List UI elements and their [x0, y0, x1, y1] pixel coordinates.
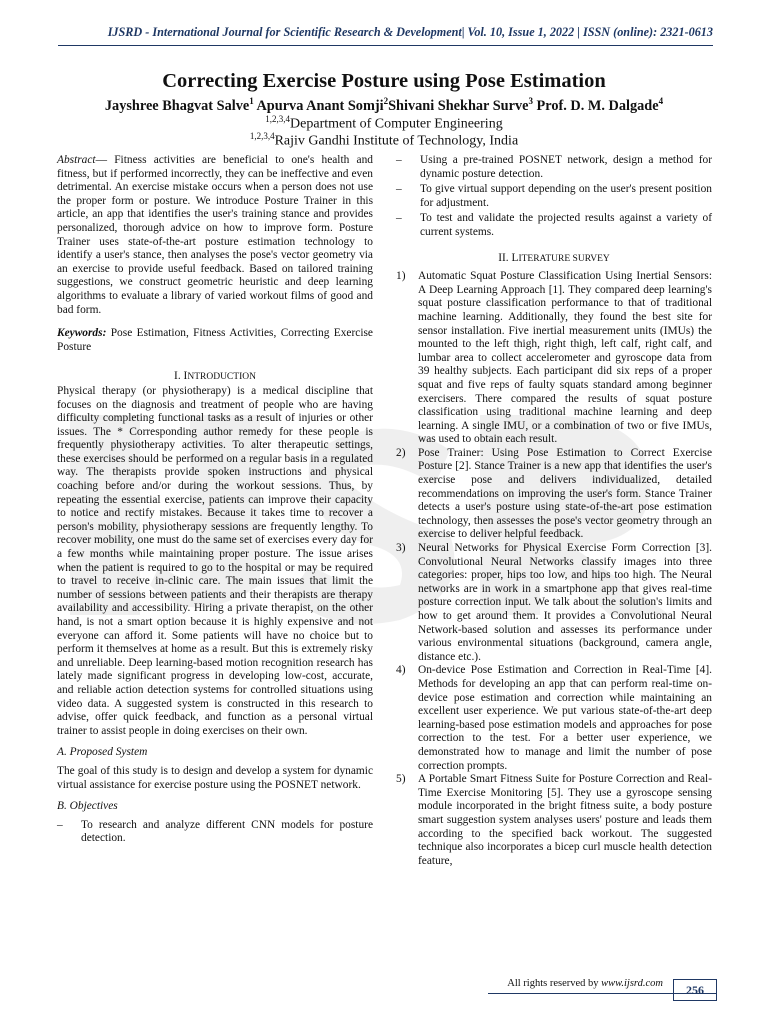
section-rest: NTRODUCTION	[187, 372, 256, 383]
abstract-label: Abstract	[57, 154, 96, 166]
bullet-dash: –	[396, 154, 402, 166]
bullet-dash: –	[396, 212, 402, 225]
section-number: II.	[498, 251, 512, 264]
objective-item	[396, 212, 712, 239]
footer-rights	[420, 978, 663, 989]
author-name: Prof. D. M. Dalgade	[536, 97, 659, 114]
footer-site-link[interactable]: www.ijsrd.com	[601, 978, 663, 989]
abstract-dash: —	[95, 154, 107, 166]
objective-text: To research and analyze different CNN models for posture detection.	[81, 818, 373, 845]
affiliation-text: Department of Computer Engineering	[290, 116, 503, 132]
objective-item	[396, 183, 712, 210]
affiliation-sup: 1,2,3,4	[265, 114, 291, 124]
journal-header: IJSRD - International Journal for Scientific Research & Development| Vol. 10, Issue 1, 2022 | ISSN (online): 2321-0613	[107, 25, 713, 39]
subsection-heading-proposed-system: A. Proposed System	[57, 746, 148, 759]
affiliation-institute	[0, 131, 768, 150]
author-name: Apurva Anant Somji	[256, 97, 384, 114]
affiliation-department	[0, 114, 768, 133]
literature-text: Neural Networks for Physical Exercise Form Correction [3]. Convolutional Neural Networks classify images into three categories: proper, hips too low, and hips too high. The Neural networks are in work in a smartphone app that gives real-time posture correction input. We talk about the solution's limits and how to get around them. It provides a Convolutional Neural Network-based solution and assesses its performance under various environmental situations (background, camera angle, distance etc.).	[418, 542, 712, 663]
section-heading-introduction	[57, 370, 373, 385]
literature-item	[396, 664, 712, 773]
literature-item	[396, 447, 712, 542]
author-list	[0, 96, 768, 115]
item-number: 5)	[396, 773, 406, 786]
keywords-text: Pose Estimation, Fitness Activities, Correcting Exercise Posture	[57, 327, 373, 353]
subsection-heading-objectives: B. Objectives	[57, 800, 118, 813]
objective-text: To test and validate the projected results against a variety of current systems.	[420, 212, 712, 238]
section-first-letter: L	[511, 251, 519, 264]
literature-text: On-device Pose Estimation and Correction in Real-Time [4]. Methods for developing an app that can perform real-time on-device pose estimation and correction while maintaining an excellent user experience. We put various state-of-the-art deep learning-based pose estimation models and approaches for pose correction to the test. For a better user experience, we demonstrated how to manage and limit the number of pose correction prompts.	[418, 664, 712, 772]
section-heading-literature-survey	[396, 252, 712, 267]
proposed-system-paragraph: The goal of this study is to design and develop a system for dynamic virtual assistance for exercise posture using the POSNET network.	[57, 764, 373, 791]
author-sup: 4	[658, 96, 664, 106]
section-first-letter: I	[183, 370, 188, 383]
item-number: 1)	[396, 270, 406, 283]
paper-title: Correcting Exercise Posture using Pose Estimation	[162, 70, 606, 92]
author-sup: 2	[383, 96, 389, 106]
item-number: 2)	[396, 446, 406, 459]
objective-item	[396, 154, 712, 181]
right-column	[396, 154, 712, 868]
left-column	[57, 154, 373, 848]
section-rest: ITERATURE SURVEY	[518, 253, 610, 264]
author-name: Jayshree Bhagvat Salve	[104, 97, 250, 114]
item-number: 4)	[396, 664, 406, 677]
page-number: 256	[673, 979, 717, 1001]
section-number: I.	[174, 370, 184, 383]
literature-item	[396, 773, 712, 868]
introduction-paragraph: Physical therapy (or physiotherapy) is a medical discipline that focuses on the diagnosis and treatment of people who are having difficulty completing functional tasks as a result of injuries or other issues. The * Corresponding author remedy for these people is frequently physiotherapy activities. To alter therapeutic settings, these exercises should be performed on a regular basis in a regulated way. The therapists provide spoken instructions and physical coaching before and/or during the workout sessions. Thus, by repeating the essential exercise, patients can improve their capacity to notice and rectify mistakes. Because it takes time to recover a person's mobility, physiotherapy sessions are frequently lengthy. To recover mobility, one must do the same set of exercises every day for a few months while maintaining proper posture. The issue arises when the patient is required to go to the hospital or may be required to travel to receive in-clinic care. The main issues that limit the number of sessions between patients and their therapists are therapy availability and accessibility. Hiring a private therapist, on the other hand, is not a smart option because it is highly expensive and not everyone can afford it. Some patients will have no choice but to perform it themselves at home as a result. But this is extremely risky and unreliable. Deep learning-based motion recognition research has lately made significant progress in developing low-cost, accurate, and reliable action detection systems for controlled situations using video data. A suggested system is constructed in this research to advise, offer quick feedback, and function as a personal virtual trainer to assist people in doing exercises on their own.	[57, 384, 373, 737]
item-number: 3)	[396, 542, 406, 555]
bullet-dash: –	[396, 183, 402, 196]
literature-text: Pose Trainer: Using Pose Estimation to Correct Exercise Posture [2]. Stance Trainer is a new app that identifies the user's exercise pose and delivers individualized, detailed recommendations on improving the user's form. Stance Trainer detects a user's posture using state-of-the-art pose estimation technology, then assesses the pose's vector geometry through an exercise to deliver helpful feedback.	[418, 446, 712, 541]
literature-item	[396, 270, 712, 447]
affiliation-sup: 1,2,3,4	[249, 131, 275, 141]
abstract	[57, 154, 373, 317]
bullet-dash: –	[57, 818, 63, 831]
objective-text: Using a pre-trained POSNET network, design a method for dynamic posture detection.	[420, 154, 712, 180]
keywords	[57, 327, 373, 354]
objective-text: To give virtual support depending on the user's present position for adjustment.	[420, 183, 712, 209]
abstract-text: Fitness activities are beneficial to one's health and fitness, but if performed incorrectly, they can be ineffective and even detrimental. An exercise mistake occurs when a person does not use the proper form or posture. We introduce Posture Trainer in this article, an app that identifies the user's training stance and provides personalized, thorough advice on how to improve form. Posture Trainer uses state-of-the-art posture estimation technology to identify a user's stance, then analyses the pose's vector geometry via an exercise to provide useful feedback. Based on tailored training suggestions, we construct geometric heuristic and deep learning algorithms to evaluate a library of varied workout films of good and bad form.	[57, 154, 373, 316]
affiliation-text: Rajiv Gandhi Institute of Technology, India	[274, 133, 519, 149]
literature-text: Automatic Squat Posture Classification Using Inertial Sensors: A Deep Learning Approach [1]. They compared deep learning's squat posture classification performance to that of traditional machine learning. Additionally, they found the best site for sensor installation. Five inertial measurement units (IMUs) the mounted to the left thigh, right thigh, left calf, right calf, and lumbar area to collect accelerometer and gyroscope data from 39 healthy subjects. Each participant did six reps of a proper squat and five reps of faulty squats standard among beginner exercisers. There compared the results of squat posture classification using traditional machine learning and deep learning. A single IMU, or a combination of two or five IMUs, was used to obtain each result.	[418, 270, 712, 446]
objective-item	[57, 819, 373, 846]
footer-rights-text: All rights reserved by	[507, 978, 602, 989]
author-name: Shivani Shekhar Surve	[388, 97, 529, 114]
keywords-label: Keywords:	[57, 327, 107, 340]
header-rule	[58, 45, 713, 46]
literature-item	[396, 542, 712, 664]
author-sup: 3	[528, 96, 533, 106]
author-sup: 1	[249, 96, 254, 106]
literature-text: A Portable Smart Fitness Suite for Posture Correction and Real-Time Exercise Monitoring [5]. They use a gyroscope sensing module incorporated in the bright fitness suite, a body posture smart suggestion system analyses users' posture and leads them according to the specified back workout. The suggested technique also incorporates a bicep curl muscle health detection feature,	[418, 773, 712, 867]
